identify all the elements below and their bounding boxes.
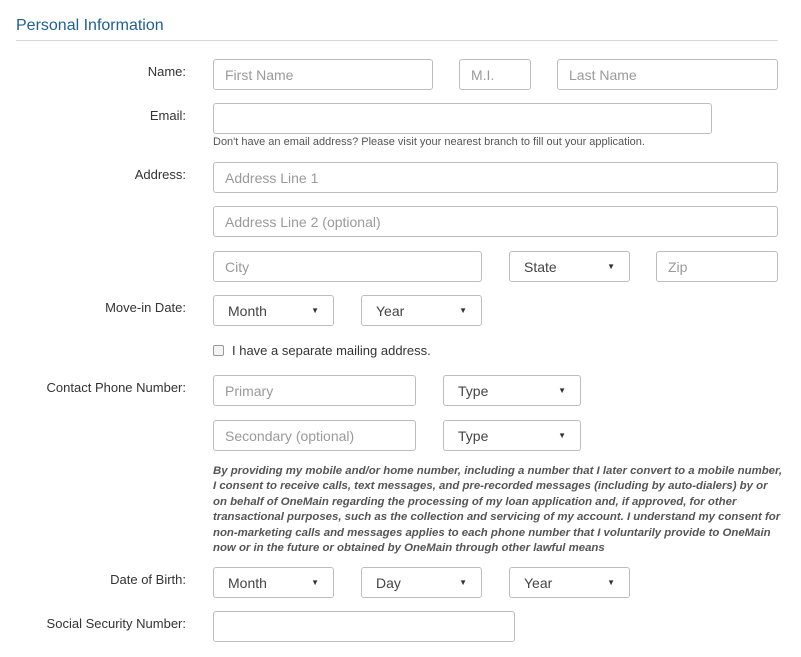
caret-down-icon: ▼	[607, 578, 615, 587]
dob-day-select[interactable]	[361, 567, 482, 598]
caret-down-icon: ▼	[558, 386, 566, 395]
section-divider	[16, 40, 778, 41]
address-line2-input[interactable]	[213, 206, 778, 237]
section-title: Personal Information	[16, 17, 164, 34]
dob-label: Date of Birth:	[110, 572, 186, 587]
mailing-address-option[interactable]	[213, 343, 431, 358]
primary-phone-type-select[interactable]	[443, 375, 581, 406]
ssn-input[interactable]	[213, 611, 515, 642]
address-line1-input[interactable]	[213, 162, 778, 193]
secondary-phone-input[interactable]	[213, 420, 416, 451]
mailing-address-label: I have a separate mailing address.	[232, 343, 431, 358]
caret-down-icon: ▼	[607, 262, 615, 271]
dob-year-select[interactable]	[509, 567, 630, 598]
move-in-month-value: Month	[228, 302, 267, 319]
caret-down-icon: ▼	[459, 306, 467, 315]
ssn-label: Social Security Number:	[46, 616, 186, 631]
email-label: Email:	[149, 108, 186, 123]
move-in-month-select[interactable]	[213, 295, 334, 326]
zip-input[interactable]	[656, 251, 778, 282]
caret-down-icon: ▼	[558, 431, 566, 440]
first-name-input[interactable]	[213, 59, 433, 90]
last-name-input[interactable]	[557, 59, 778, 90]
email-hint: Don't have an email address? Please visit your nearest branch to fill out your application.	[213, 136, 645, 148]
caret-down-icon: ▼	[311, 578, 319, 587]
middle-initial-input[interactable]	[459, 59, 531, 90]
state-select[interactable]	[509, 251, 630, 282]
name-label: Name:	[147, 64, 186, 79]
state-select-value: State	[524, 258, 557, 275]
address-label: Address:	[134, 167, 186, 182]
city-input[interactable]	[213, 251, 482, 282]
dob-month-value: Month	[228, 574, 267, 591]
secondary-phone-type-value: Type	[458, 427, 489, 444]
primary-phone-type-value: Type	[458, 382, 489, 399]
move-in-year-value: Year	[376, 302, 405, 319]
caret-down-icon: ▼	[311, 306, 319, 315]
mailing-address-checkbox[interactable]	[213, 345, 224, 356]
move-in-date-label: Move-in Date:	[105, 300, 186, 315]
dob-day-value: Day	[376, 574, 401, 591]
phone-label: Contact Phone Number:	[46, 380, 186, 395]
phone-consent-text: By providing my mobile and/or home number, including a number that I later convert to a mobile number, I consent to receive calls, text messages, and pre-recorded messages (including by auto-dialers) by or on behalf of OneMain regarding the processing of my loan application and, if approved, for other transactional purposes, such as the collection and servicing of my account. I understand my consent for non-marketing calls and messages applies to each phone number that I voluntarily provide to OneMain now or in the future or obtained by OneMain through other lawful means	[213, 465, 782, 555]
primary-phone-input[interactable]	[213, 375, 416, 406]
dob-month-select[interactable]	[213, 567, 334, 598]
email-input[interactable]	[213, 103, 712, 134]
caret-down-icon: ▼	[459, 578, 467, 587]
secondary-phone-type-select[interactable]	[443, 420, 581, 451]
dob-year-value: Year	[524, 574, 553, 591]
move-in-year-select[interactable]	[361, 295, 482, 326]
